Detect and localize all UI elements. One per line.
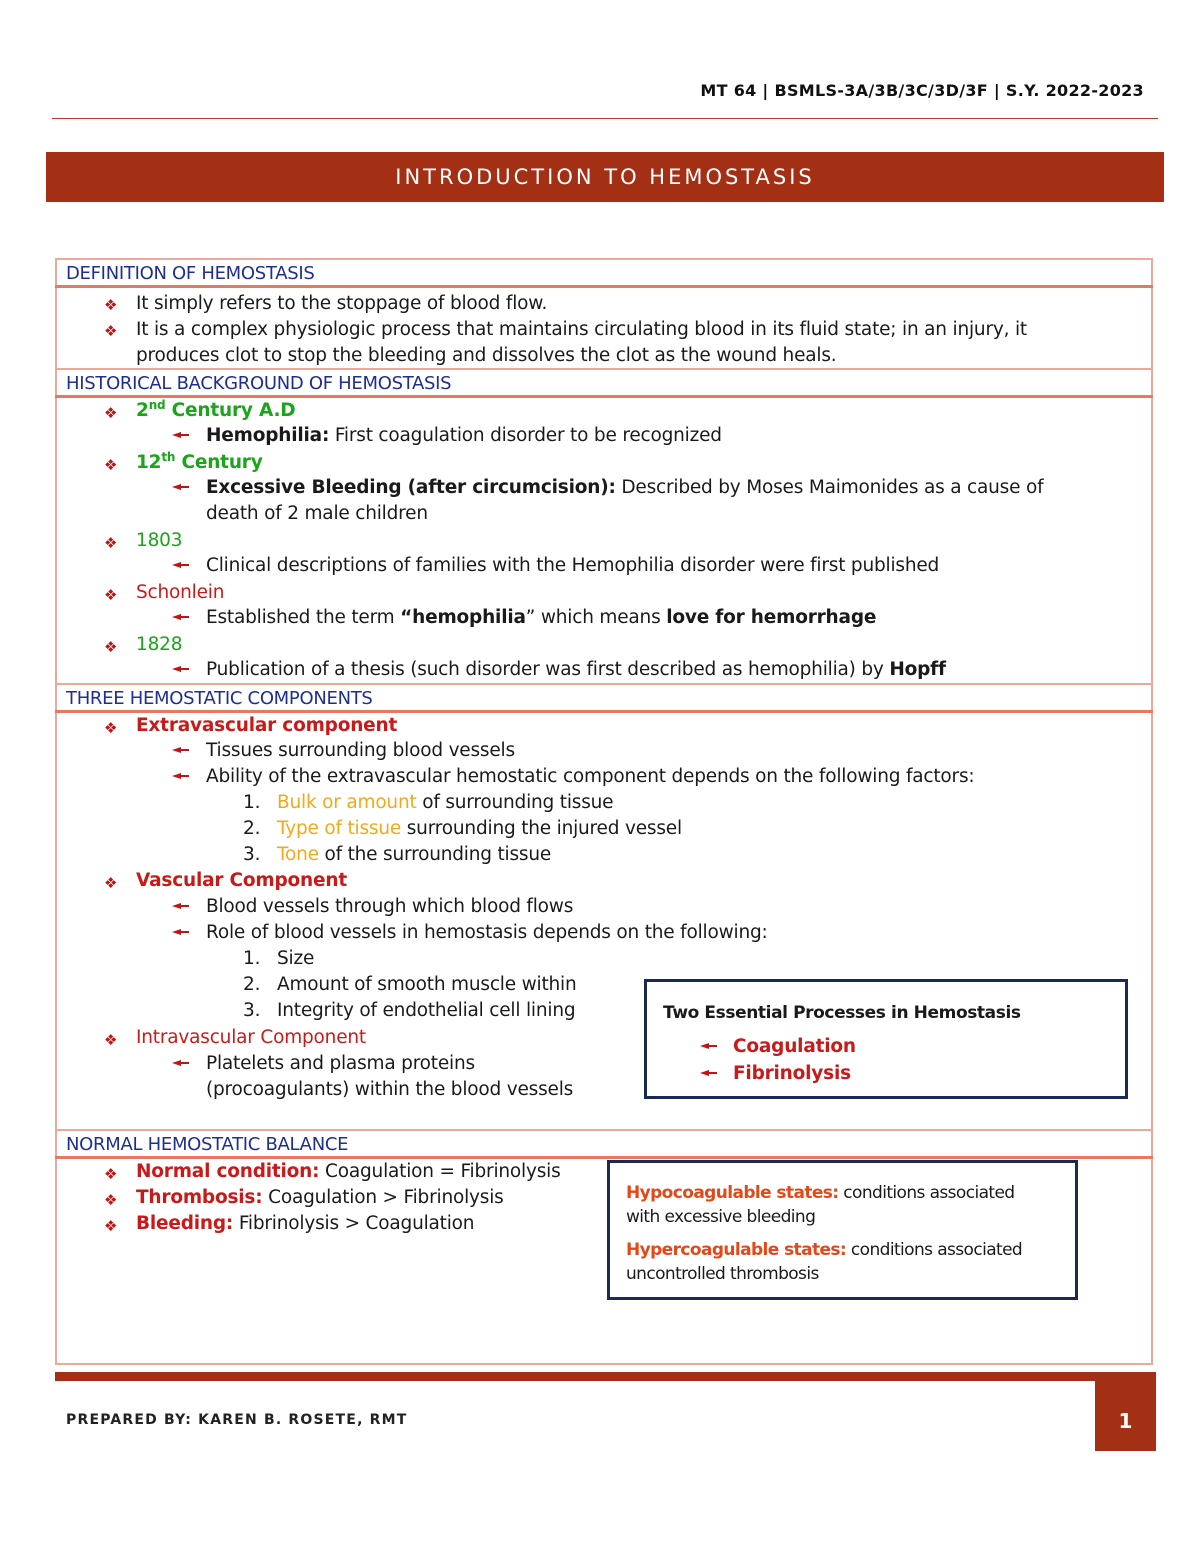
extravascular-factor-3: Tone of the surrounding tissue [277,844,552,865]
diamond-bullet-icon: ❖ [104,874,118,892]
page-number-badge [1095,1372,1156,1451]
history-item-1828: Publication of a thesis (such disorder was first described as hemophilia) by Hopff [206,659,946,680]
balance-bleeding: Bleeding: Fibrinolysis > Coagulation [136,1213,475,1234]
arrow-bullet-icon [700,1068,717,1078]
extravascular-factor-number-1: 1. [243,792,261,813]
arrow-bullet-icon [172,560,189,570]
definition-bullet-1: It simply refers to the stoppage of blood flow. [136,293,548,314]
diamond-bullet-icon: ❖ [104,1191,118,1209]
extravascular-factor-number-2: 2. [243,818,261,839]
diamond-bullet-icon: ❖ [104,1217,118,1235]
arrow-bullet-icon [172,1058,189,1068]
arrow-bullet-icon [172,901,189,911]
arrow-bullet-icon [172,745,189,755]
hypocoagulable-states-cont: with excessive bleeding [626,1207,816,1227]
essential-process-fibrinolysis: Fibrinolysis [733,1063,851,1084]
intravascular-item-1-cont: (procoagulants) within the blood vessels [206,1079,574,1100]
extravascular-factor-1: Bulk or amount of surrounding tissue [277,792,614,813]
essential-processes-box [644,979,1128,1099]
course-header: MT 64 | BSMLS-3A/3B/3C/3D/3F | S.Y. 2022-2023 [700,81,1144,100]
component-label-vascular: Vascular Component [136,870,347,891]
arrow-bullet-icon [172,482,189,492]
hypercoagulable-states-cont: uncontrolled thrombosis [626,1264,819,1284]
component-label-intravascular: Intravascular Component [136,1027,366,1048]
diamond-bullet-icon: ❖ [104,322,118,340]
component-label-extravascular: Extravascular component [136,715,398,736]
history-label-1803: 1803 [136,530,183,551]
history-label-2nd-century: 2nd Century A.D [136,397,296,421]
arrow-bullet-icon [172,771,189,781]
hypercoagulable-states: Hypercoagulable states: conditions associated [626,1240,1023,1260]
header-divider [52,118,1158,119]
arrow-bullet-icon [172,927,189,937]
extravascular-item-1: Tissues surrounding blood vessels [206,740,515,761]
intravascular-item-1: Platelets and plasma proteins [206,1053,475,1074]
vascular-factor-3: Integrity of endothelial cell lining [277,1000,576,1021]
definition-bullet-2-cont: produces clot to stop the bleeding and dissolves the clot as the wound heals. [136,345,837,366]
diamond-bullet-icon: ❖ [104,296,118,314]
diamond-bullet-icon: ❖ [104,456,118,474]
essential-processes-title: Two Essential Processes in Hemostasis [663,1003,1021,1023]
footer-divider [55,1372,1103,1381]
history-label-1828: 1828 [136,634,183,655]
arrow-bullet-icon [700,1041,717,1051]
history-item-schonlein: Established the term “hemophilia” which means love for hemorrhage [206,607,877,628]
history-label-schonlein: Schonlein [136,582,225,603]
diamond-bullet-icon: ❖ [104,534,118,552]
history-item-1803: Clinical descriptions of families with the Hemophilia disorder were first published [206,555,940,576]
vascular-factor-number-2: 2. [243,974,261,995]
vascular-factor-number-1: 1. [243,948,261,969]
section-heading-definition: DEFINITION OF HEMOSTASIS [55,258,1153,288]
vascular-item-2: Role of blood vessels in hemostasis depends on the following: [206,922,768,943]
diamond-bullet-icon: ❖ [104,1165,118,1183]
arrow-bullet-icon [172,612,189,622]
history-item-excessive-bleeding: Excessive Bleeding (after circumcision): Described by Moses Maimonides as a cause of [206,477,1044,498]
extravascular-factor-2: Type of tissue surrounding the injured vessel [277,818,682,839]
vascular-item-1: Blood vessels through which blood flows [206,896,574,917]
balance-normal-condition: Normal condition: Coagulation = Fibrinolysis [136,1161,561,1182]
page-number: 1 [1118,1408,1133,1433]
section-heading-history: HISTORICAL BACKGROUND OF HEMOSTASIS [55,368,1153,398]
history-item-hemophilia: Hemophilia: First coagulation disorder to be recognized [206,425,722,446]
arrow-bullet-icon [172,430,189,440]
diamond-bullet-icon: ❖ [104,638,118,656]
vascular-factor-2: Amount of smooth muscle within [277,974,577,995]
vascular-factor-1: Size [277,948,315,969]
extravascular-item-2: Ability of the extravascular hemostatic component depends on the following factors: [206,766,975,787]
hypocoagulable-states: Hypocoagulable states: conditions associated [626,1183,1015,1203]
vascular-factor-number-3: 3. [243,1000,261,1021]
arrow-bullet-icon [172,664,189,674]
diamond-bullet-icon: ❖ [104,1031,118,1049]
extravascular-factor-number-3: 3. [243,844,261,865]
page-title [46,152,1164,202]
diamond-bullet-icon: ❖ [104,586,118,604]
diamond-bullet-icon: ❖ [104,719,118,737]
essential-process-coagulation: Coagulation [733,1036,856,1057]
diamond-bullet-icon: ❖ [104,404,118,422]
history-item-excessive-bleeding-cont: death of 2 male children [206,503,428,524]
section-heading-components: THREE HEMOSTATIC COMPONENTS [55,683,1153,713]
page-title-text: INTRODUCTION TO HEMOSTASIS [395,165,815,189]
balance-thrombosis: Thrombosis: Coagulation > Fibrinolysis [136,1187,504,1208]
prepared-by: PREPARED BY: KAREN B. ROSETE, RMT [66,1412,408,1428]
section-heading-balance: NORMAL HEMOSTATIC BALANCE [55,1129,1153,1159]
history-label-12th-century: 12th Century [136,449,263,473]
definition-bullet-2: It is a complex physiologic process that maintains circulating blood in its fluid state; in an injury, it [136,319,1027,340]
